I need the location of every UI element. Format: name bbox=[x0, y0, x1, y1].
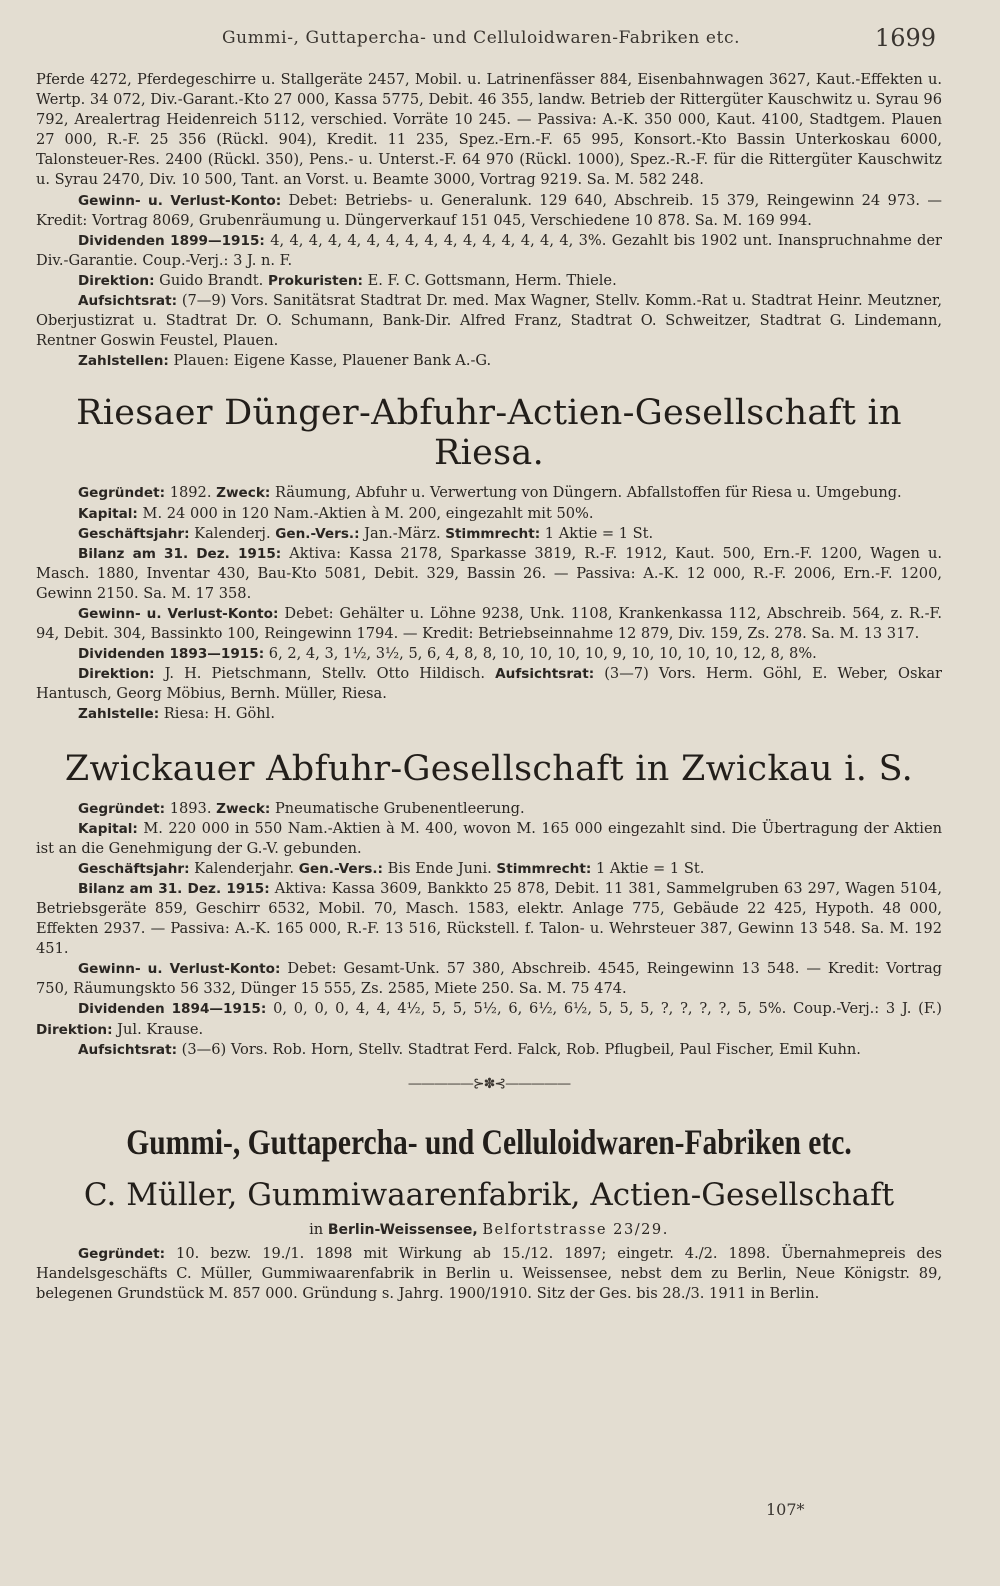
founded-label: Gegründet: bbox=[78, 485, 166, 502]
supervisory-board-paragraph bbox=[36, 1040, 942, 1060]
supervisory-board-text: (7—9) Vors. Sanitätsrat Stadtrat Dr. med. Max Wagner, Stellv. Komm.-Rat u. Stadtrat Heinr. Meutzner, Oberjustizrat u. Stadtrat Dr. O. Schumann, Bank-Dir. Alfred Franz, Stadtrat O. Schweitzer, Stadtrat G. Lindemann, Rentner Goswin Feustel, Plauen. bbox=[36, 292, 943, 350]
profit-loss-paragraph bbox=[36, 191, 942, 231]
founded-paragraph bbox=[36, 1244, 942, 1304]
profit-loss-text: Debet: Betriebs- u. Generalunk. 129 640, Abschreib. 15 379, Reingewinn 24 973. — Kredit: Vortrag 8069, Grubenräumung u. Düngerverkauf 151 045, Verschiedene 10 878. Sa. M. 169 994. bbox=[36, 191, 942, 229]
profit-loss-label: Gewinn- u. Verlust-Konto: bbox=[78, 192, 282, 209]
balance-paragraph bbox=[36, 544, 942, 604]
running-title: Gummi-, Guttapercha- und Celluloidwaren-Fabriken etc. bbox=[222, 28, 741, 48]
dividends-label: Dividenden 1893—1915: bbox=[78, 646, 265, 663]
general-meeting-text: Jan.-März. bbox=[364, 524, 441, 542]
ornament-divider: —————⊱✽⊰————— bbox=[407, 1075, 571, 1092]
address-in: in bbox=[309, 1220, 324, 1238]
paying-agents-paragraph bbox=[36, 351, 942, 371]
voting-right-label: Stimmrecht: bbox=[445, 525, 541, 542]
founded-purpose-paragraph bbox=[36, 483, 942, 503]
voting-right-label: Stimmrecht: bbox=[496, 860, 592, 877]
dividends-text: 0, 0, 0, 0, 4, 4, 4½, 5, 5, 5½, 6, 6½, 6½, 5, 5, 5, ?, ?, ?, ?, 5, 5%. bbox=[273, 1000, 787, 1018]
voting-right-text: 1 Aktie = 1 St. bbox=[544, 524, 654, 542]
capital-paragraph bbox=[36, 819, 942, 859]
prokurists-text: E. F. C. Gottsmann, Herm. Thiele. bbox=[367, 271, 617, 289]
dividends-text: 4, 4, 4, 4, 4, 4, 4, 4, 4, 4, 4, 4, 4, 4, 4, 4, 3%. Gezahlt bis 1902 unt. Inanspruchnahme der Div.-Garantie. Coup.-Verj.: 3 J. n. F. bbox=[36, 231, 943, 269]
direction-text: Jul. Krause. bbox=[117, 1020, 204, 1038]
paying-agent-paragraph bbox=[36, 704, 942, 724]
supervisory-board-label: Aufsichtsrat: bbox=[78, 1041, 177, 1058]
supervisory-board-paragraph bbox=[36, 291, 942, 351]
capital-text: M. 24 000 in 120 Nam.-Aktien à M. 200, eingezahlt mit 50%. bbox=[142, 504, 594, 522]
purpose-label: Zweck: bbox=[216, 485, 271, 502]
page-number: 1699 bbox=[874, 24, 936, 52]
direction-label: Direktion: bbox=[78, 666, 155, 683]
balance-paragraph bbox=[36, 879, 942, 959]
fiscal-year-paragraph bbox=[36, 524, 942, 544]
profit-loss-label: Gewinn- u. Verlust-Konto: bbox=[78, 961, 281, 978]
company-title-riesa: Riesaer Dünger-Abfuhr-Actien-Gesellschaft in Riesa. bbox=[76, 393, 902, 474]
paying-agent-text: Riesa: H. Göhl. bbox=[163, 705, 275, 723]
dividends-label: Dividenden 1894—1915: bbox=[78, 1001, 267, 1018]
general-meeting-label: Gen.-Vers.: bbox=[275, 525, 360, 542]
balance-label: Bilanz am 31. Dez. 1915: bbox=[78, 545, 282, 562]
capital-text: M. 220 000 in 550 Nam.-Aktien à M. 400, wovon M. 165 000 eingezahlt sind. Die Übertragung der Aktien ist an die Genehmigung der G.-V. gebunden. bbox=[36, 819, 942, 857]
sheet-signature: 107* bbox=[766, 1500, 805, 1519]
direction-label: Direktion: bbox=[36, 1021, 113, 1038]
founded-purpose-paragraph bbox=[36, 799, 942, 819]
profit-loss-text: Debet: Gesamt-Unk. 57 380, Abschreib. 4545, Reingewinn 13 548. — Kredit: Vortrag 750, Räumungskto 56 332, Dünger 15 555, Zs. 2585, Miete 250. Sa. M. 75 474. bbox=[36, 960, 943, 998]
capital-label: Kapital: bbox=[78, 820, 138, 837]
company-title-mueller: C. Müller, Gummiwaarenfabrik, Actien-Gesellschaft bbox=[83, 1176, 895, 1213]
direction-text: Guido Brandt. bbox=[159, 271, 264, 289]
paying-agents-label: Zahlstellen: bbox=[78, 353, 169, 370]
balance-text: Aktiva: Kassa 3609, Bankkto 25 878, Debit. 11 381, Sammelgruben 63 297, Wagen 5104, Betriebsgeräte 859, Geschirr 6532, Mobil. 70, Masch. 1583, elektr. Anlage 775, Gebäude 22 425, Hypoth. 48 000, Effekten 2937. — Passiva: A.-K. 165 000, R.-F. 13 516, Rückstell. f. Talon- u. Wehrsteuer 387, Gewinn 13 548. Sa. M. 192 451. bbox=[36, 879, 942, 958]
purpose-text: Pneumatische Grubenentleerung. bbox=[274, 799, 525, 817]
supervisory-board-text: (3—7) Vors. Herm. Göhl, E. Weber, Oskar Hantusch, Georg Möbius, Bernh. Müller, Riesa. bbox=[36, 665, 943, 703]
supervisory-board-text: (3—6) Vors. Rob. Horn, Stellv. Stadtrat Ferd. Falck, Rob. Pflugbeil, Paul Fischer, Emil Kuhn. bbox=[181, 1040, 861, 1058]
profit-loss-text: Debet: Gehälter u. Löhne 9238, Unk. 1108, Krankenkassa 112, Abschreib. 564, z. R.-F. 94, Debit. 304, Bassinkto 100, Reingewinn 1794. — Kredit: Betriebseinnahme 12 879, Div. 159, Zs. 278. Sa. M. 13 317. bbox=[36, 604, 943, 643]
prokurists-label: Prokuristen: bbox=[267, 272, 363, 289]
general-meeting-text: Bis Ende Juni. bbox=[387, 859, 492, 877]
supervisory-board-label: Aufsichtsrat: bbox=[78, 293, 177, 310]
dividends-paragraph bbox=[36, 999, 942, 1039]
dividends-paragraph bbox=[36, 231, 942, 271]
direction-label: Direktion: bbox=[78, 272, 155, 289]
founded-text: 10. bezw. 19./1. 1898 mit Wirkung ab 15./12. 1897; eingetr. 4./2. 1898. Übernahmepreis des Handelsgeschäfts C. Müller, Gummiwaarenfabrik in Berlin u. Weissensee, nebst dem zu Berlin, Neue Königstr. 89, belegenen Grundstück M. 857 000. Gründung s. Jahrg. 1900/1910. Sitz der Ges. bis 28./3. 1911 in Berlin. bbox=[36, 1244, 943, 1303]
page-content bbox=[36, 70, 942, 1304]
section-heading: Gummi-, Guttapercha- und Celluloidwaren-Fabriken etc. bbox=[126, 1121, 852, 1162]
dividends-paragraph bbox=[36, 644, 942, 664]
direction-paragraph bbox=[36, 664, 942, 704]
company-title-zwickau: Zwickauer Abfuhr-Gesellschaft in Zwickau i. S. bbox=[64, 748, 914, 789]
dividends-label: Dividenden 1899—1915: bbox=[78, 232, 265, 249]
profit-loss-paragraph bbox=[36, 959, 942, 999]
balance-continuation: Pferde 4272, Pferdegeschirre u. Stallgeräte 2457, Mobil. u. Latrinenfässer 884, Eisenbahnwagen 3627, Kaut.-Effekten u. Wertp. 34 072, Div.-Garant.-Kto 27 000, Kassa 5775, Debit. 46 355, landw. Betrieb der Rittergüter Kauschwitz u. Syrau 96 792, Arealertrag Heidenreich 5112, verschied. Vorräte 10 245. — Passiva: A.-K. 350 000, Kaut. 4100, Stadtgem. Plauen 27 000, R.-F. 25 356 (Rückl. 904), Kredit. 11 235, Spez.-Ern.-F. 65 995, Konsort.-Kto Bassin Unterkoskau 6000, Talonsteuer-Res. 2400 (Rückl. 350), Pens.- u. Unterst.-F. 64 970 (Rückl. 1000), Spez.-R.-F. für die Rittergüter Kauschwitz u. Syrau 2470, Div. 10 500, Tant. an Vorst. u. Beamte 3000, Vortrag 9219. Sa. M. 582 248. bbox=[36, 71, 942, 189]
founded-text: 1892. bbox=[169, 484, 212, 502]
fiscal-year-paragraph bbox=[36, 859, 942, 879]
fiscal-year-text: Kalenderjahr. bbox=[194, 859, 295, 877]
running-header bbox=[0, 24, 1000, 54]
address-street: Belfortstrasse 23/29. bbox=[482, 1220, 669, 1238]
fiscal-year-label: Geschäftsjahr: bbox=[78, 860, 190, 877]
direction-paragraph bbox=[36, 271, 942, 291]
balance-text: Aktiva: Kassa 2178, Sparkasse 3819, R.-F. 1912, Kaut. 500, Ern.-F. 1200, Wagen u. Masch. 1880, Inventar 430, Bau-Kto 5081, Debit. 329, Bassin 26. — Passiva: A.-K. 12 000, R.-F. 2006, Ern.-F. 1200, Gewinn 2150. Sa. M. 17 358. bbox=[36, 544, 942, 602]
direction-text: J. H. Pietschmann, Stellv. Otto Hildisch. bbox=[164, 665, 486, 683]
general-meeting-label: Gen.-Vers.: bbox=[298, 860, 383, 877]
profit-loss-paragraph bbox=[36, 604, 942, 644]
company-address bbox=[36, 1220, 942, 1240]
purpose-label: Zweck: bbox=[216, 800, 271, 817]
founded-label: Gegründet: bbox=[78, 1245, 166, 1262]
paying-agents-text: Plauen: Eigene Kasse, Plauener Bank A.-G. bbox=[173, 352, 492, 370]
supervisory-board-label: Aufsichtsrat: bbox=[495, 666, 595, 683]
profit-loss-label: Gewinn- u. Verlust-Konto: bbox=[78, 605, 279, 622]
capital-paragraph bbox=[36, 504, 942, 524]
fiscal-year-label: Geschäftsjahr: bbox=[78, 525, 190, 542]
coupon-text: Coup.-Verj.: 3 J. (F.) bbox=[793, 1000, 942, 1018]
paying-agent-label: Zahlstelle: bbox=[78, 706, 160, 723]
dividends-text: 6, 2, 4, 3, 1½, 3½, 5, 6, 4, 8, 8, 10, 10, 10, 10, 9, 10, 10, 10, 10, 12, 8, 8%. bbox=[268, 645, 817, 663]
voting-right-text: 1 Aktie = 1 St. bbox=[595, 859, 705, 877]
balance-label: Bilanz am 31. Dez. 1915: bbox=[78, 880, 270, 897]
fiscal-year-text: Kalenderj. bbox=[194, 524, 271, 542]
founded-text: 1893. bbox=[169, 799, 212, 817]
address-location: Berlin-Weissensee, bbox=[327, 1221, 478, 1238]
capital-label: Kapital: bbox=[78, 505, 138, 522]
purpose-text: Räumung, Abfuhr u. Verwertung von Düngern. Abfallstoffen für Riesa u. Umgebung. bbox=[274, 484, 902, 502]
founded-label: Gegründet: bbox=[78, 800, 166, 817]
